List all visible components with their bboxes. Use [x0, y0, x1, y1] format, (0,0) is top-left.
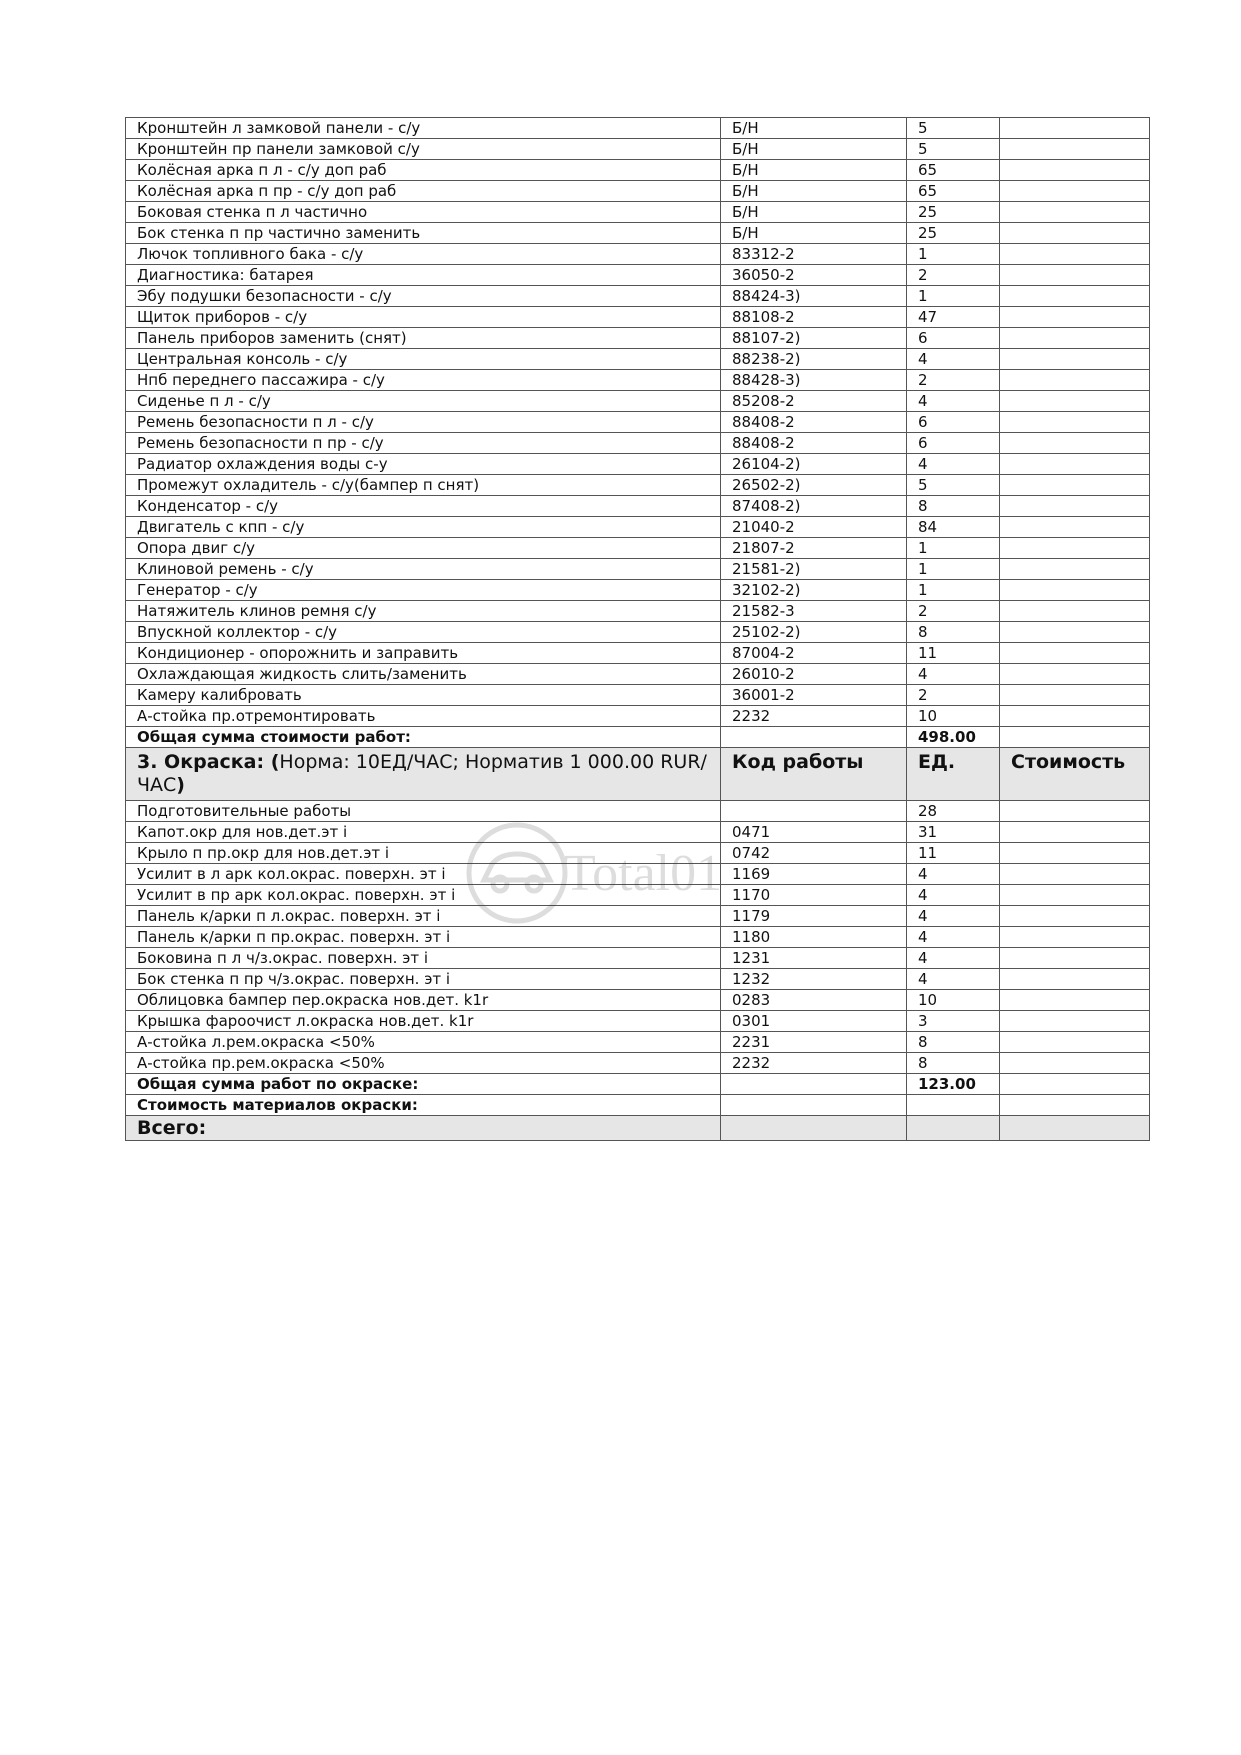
- repair-item-code: 2232: [721, 706, 907, 727]
- repair-item-code: 21807-2: [721, 538, 907, 559]
- col-header-code: Код работы: [721, 748, 907, 801]
- repair-item-cost: [1000, 223, 1150, 244]
- paint-item-name: Бок стенка п пр ч/з.окрас. поверхн. эт i: [126, 969, 721, 990]
- paint-item-cost: [1000, 1011, 1150, 1032]
- repair-total-code: [721, 727, 907, 748]
- repair-item-code: 26502-2): [721, 475, 907, 496]
- repair-item-row: [126, 328, 1150, 349]
- repair-item-units: 84: [907, 517, 1000, 538]
- repair-item-name: Панель приборов заменить (снят): [126, 328, 721, 349]
- estimate-table: [125, 117, 1150, 1141]
- repair-item-row: [126, 265, 1150, 286]
- paint-item-name: Панель к/арки п пр.окрас. поверхн. эт i: [126, 927, 721, 948]
- paint-item-code: 1170: [721, 885, 907, 906]
- repair-item-units: 1: [907, 538, 1000, 559]
- repair-item-cost: [1000, 370, 1150, 391]
- repair-item-units: 2: [907, 685, 1000, 706]
- repair-item-row: [126, 538, 1150, 559]
- paint-item-cost: [1000, 969, 1150, 990]
- repair-item-name: Щиток приборов - с/у: [126, 307, 721, 328]
- paint-total-label: Общая сумма работ по окраске:: [126, 1074, 721, 1095]
- repair-item-name: Охлаждающая жидкость слить/заменить: [126, 664, 721, 685]
- col-header-cost: Стоимость: [1000, 748, 1150, 801]
- repair-item-units: 6: [907, 433, 1000, 454]
- paint-item-row: [126, 1053, 1150, 1074]
- repair-item-row: [126, 349, 1150, 370]
- repair-item-cost: [1000, 391, 1150, 412]
- repair-item-row: [126, 622, 1150, 643]
- col-header-units: ЕД.: [907, 748, 1000, 801]
- repair-item-cost: [1000, 475, 1150, 496]
- repair-item-cost: [1000, 538, 1150, 559]
- repair-item-name: Бок стенка п пр частично заменить: [126, 223, 721, 244]
- repair-item-units: 8: [907, 622, 1000, 643]
- paint-works-section: [126, 801, 1150, 1074]
- paint-item-name: А-стойка пр.рем.окраска <50%: [126, 1053, 721, 1074]
- repair-item-cost: [1000, 706, 1150, 727]
- paint-item-cost: [1000, 906, 1150, 927]
- paint-item-name: Боковина п л ч/з.окрас. поверхн. эт i: [126, 948, 721, 969]
- paint-item-row: [126, 1032, 1150, 1053]
- paint-item-cost: [1000, 948, 1150, 969]
- repair-item-name: Опора двиг с/у: [126, 538, 721, 559]
- repair-item-row: [126, 118, 1150, 139]
- repair-item-units: 5: [907, 139, 1000, 160]
- paint-total-row: [126, 1074, 1150, 1095]
- paint-item-cost: [1000, 990, 1150, 1011]
- paint-item-code: 1169: [721, 864, 907, 885]
- repair-item-cost: [1000, 580, 1150, 601]
- repair-item-name: Генератор - с/у: [126, 580, 721, 601]
- paint-item-units: 8: [907, 1032, 1000, 1053]
- repair-item-code: 26010-2: [721, 664, 907, 685]
- repair-total-label: Общая сумма стоимости работ:: [126, 727, 721, 748]
- repair-item-row: [126, 181, 1150, 202]
- materials-row: [126, 1095, 1150, 1116]
- repair-item-cost: [1000, 202, 1150, 223]
- repair-item-code: 25102-2): [721, 622, 907, 643]
- repair-item-code: 88108-2: [721, 307, 907, 328]
- paint-item-name: Крышка фароочист л.окраска нов.дет. k1r: [126, 1011, 721, 1032]
- repair-item-code: 21040-2: [721, 517, 907, 538]
- paint-title-close: ): [176, 774, 185, 796]
- paint-item-cost: [1000, 843, 1150, 864]
- repair-item-units: 8: [907, 496, 1000, 517]
- repair-item-code: Б/Н: [721, 118, 907, 139]
- repair-item-units: 1: [907, 580, 1000, 601]
- paint-item-cost: [1000, 822, 1150, 843]
- paint-item-name: Подготовительные работы: [126, 801, 721, 822]
- materials-units: [907, 1095, 1000, 1116]
- repair-item-cost: [1000, 685, 1150, 706]
- repair-item-code: Б/Н: [721, 202, 907, 223]
- repair-item-cost: [1000, 412, 1150, 433]
- paint-item-units: 3: [907, 1011, 1000, 1032]
- grand-total-row: [126, 1116, 1150, 1141]
- repair-item-name: Диагностика: батарея: [126, 265, 721, 286]
- repair-item-name: Промежут охладитель - с/у(бампер п снят): [126, 475, 721, 496]
- repair-item-cost: [1000, 181, 1150, 202]
- paint-item-units: 31: [907, 822, 1000, 843]
- repair-item-cost: [1000, 265, 1150, 286]
- paint-item-units: 4: [907, 864, 1000, 885]
- repair-item-code: 88428-3): [721, 370, 907, 391]
- repair-item-units: 1: [907, 559, 1000, 580]
- grand-total-label: Всего:: [126, 1116, 721, 1141]
- paint-total-cost: [1000, 1074, 1150, 1095]
- paint-total-code: [721, 1074, 907, 1095]
- repair-item-units: 25: [907, 223, 1000, 244]
- grand-total-cost: [1000, 1116, 1150, 1141]
- repair-item-units: 2: [907, 601, 1000, 622]
- paint-item-cost: [1000, 864, 1150, 885]
- repair-item-row: [126, 475, 1150, 496]
- paint-norm-text: Норма: 10ЕД/ЧАС; Норматив 1 000.00 RUR/ЧАС: [137, 751, 707, 796]
- paint-item-cost: [1000, 1032, 1150, 1053]
- repair-item-units: 6: [907, 328, 1000, 349]
- repair-item-name: Ремень безопасности п л - с/у: [126, 412, 721, 433]
- paint-item-row: [126, 843, 1150, 864]
- repair-item-name: Клиновой ремень - с/у: [126, 559, 721, 580]
- paint-item-row: [126, 885, 1150, 906]
- paint-item-row: [126, 906, 1150, 927]
- repair-item-name: Ремень безопасности п пр - с/у: [126, 433, 721, 454]
- repair-item-code: 88408-2: [721, 412, 907, 433]
- repair-item-cost: [1000, 559, 1150, 580]
- paint-item-units: 4: [907, 906, 1000, 927]
- repair-item-row: [126, 370, 1150, 391]
- paint-item-name: Облицовка бампер пер.окраска нов.дет. k1r: [126, 990, 721, 1011]
- repair-item-row: [126, 454, 1150, 475]
- repair-item-units: 4: [907, 454, 1000, 475]
- paint-item-row: [126, 990, 1150, 1011]
- repair-item-units: 1: [907, 244, 1000, 265]
- repair-item-row: [126, 223, 1150, 244]
- repair-item-units: 2: [907, 265, 1000, 286]
- repair-item-row: [126, 307, 1150, 328]
- repair-item-units: 65: [907, 160, 1000, 181]
- paint-item-code: 2231: [721, 1032, 907, 1053]
- repair-item-name: Нпб переднего пассажира - с/у: [126, 370, 721, 391]
- paint-item-cost: [1000, 885, 1150, 906]
- repair-total-row: [126, 727, 1150, 748]
- repair-item-units: 65: [907, 181, 1000, 202]
- paint-item-cost: [1000, 927, 1150, 948]
- summary-section: [126, 1074, 1150, 1141]
- repair-item-code: 26104-2): [721, 454, 907, 475]
- paint-item-units: 4: [907, 885, 1000, 906]
- repair-item-name: Центральная консоль - с/у: [126, 349, 721, 370]
- repair-item-cost: [1000, 643, 1150, 664]
- repair-item-name: Впускной коллектор - с/у: [126, 622, 721, 643]
- repair-item-row: [126, 496, 1150, 517]
- paint-item-name: Усилит в пр арк кол.окрас. поверхн. эт i: [126, 885, 721, 906]
- repair-item-row: [126, 685, 1150, 706]
- paint-header-row: [126, 748, 1150, 801]
- repair-item-code: Б/Н: [721, 223, 907, 244]
- paint-item-units: 11: [907, 843, 1000, 864]
- repair-item-code: Б/Н: [721, 160, 907, 181]
- repair-item-code: 36001-2: [721, 685, 907, 706]
- repair-item-name: Боковая стенка п л частично: [126, 202, 721, 223]
- repair-item-cost: [1000, 307, 1150, 328]
- paint-item-row: [126, 927, 1150, 948]
- repair-item-code: 32102-2): [721, 580, 907, 601]
- paint-section-title: [126, 748, 721, 801]
- paint-item-cost: [1000, 1053, 1150, 1074]
- paint-item-cost: [1000, 801, 1150, 822]
- repair-item-code: 85208-2: [721, 391, 907, 412]
- paint-item-units: 4: [907, 948, 1000, 969]
- repair-item-units: 4: [907, 391, 1000, 412]
- materials-cost: [1000, 1095, 1150, 1116]
- repair-item-name: Конденсатор - с/у: [126, 496, 721, 517]
- paint-item-code: [721, 801, 907, 822]
- paint-item-code: 2232: [721, 1053, 907, 1074]
- repair-item-units: 11: [907, 643, 1000, 664]
- repair-item-code: 83312-2: [721, 244, 907, 265]
- repair-item-units: 47: [907, 307, 1000, 328]
- repair-item-units: 4: [907, 664, 1000, 685]
- grand-total-code: [721, 1116, 907, 1141]
- repair-item-name: Двигатель с кпп - с/у: [126, 517, 721, 538]
- repair-item-code: Б/Н: [721, 139, 907, 160]
- repair-item-cost: [1000, 517, 1150, 538]
- repair-works-section: [126, 118, 1150, 727]
- repair-item-name: Кронштейн пр панели замковой с/у: [126, 139, 721, 160]
- repair-item-name: Колёсная арка п л - с/у доп раб: [126, 160, 721, 181]
- repair-item-code: 87408-2): [721, 496, 907, 517]
- repair-item-name: Эбу подушки безопасности - с/у: [126, 286, 721, 307]
- materials-label: Стоимость материалов окраски:: [126, 1095, 721, 1116]
- repair-item-row: [126, 601, 1150, 622]
- paint-item-name: А-стойка л.рем.окраска <50%: [126, 1032, 721, 1053]
- repair-item-row: [126, 412, 1150, 433]
- paint-total-units: 123.00: [907, 1074, 1000, 1095]
- repair-item-name: Сиденье п л - с/у: [126, 391, 721, 412]
- paint-item-row: [126, 822, 1150, 843]
- materials-code: [721, 1095, 907, 1116]
- repair-item-row: [126, 517, 1150, 538]
- repair-item-units: 25: [907, 202, 1000, 223]
- paint-item-row: [126, 801, 1150, 822]
- paint-item-row: [126, 1011, 1150, 1032]
- paint-item-code: 1231: [721, 948, 907, 969]
- repair-total-units: 498.00: [907, 727, 1000, 748]
- repair-item-cost: [1000, 349, 1150, 370]
- repair-item-code: 88238-2): [721, 349, 907, 370]
- repair-item-cost: [1000, 622, 1150, 643]
- paint-item-row: [126, 948, 1150, 969]
- repair-item-cost: [1000, 118, 1150, 139]
- repair-item-name: Натяжитель клинов ремня с/у: [126, 601, 721, 622]
- repair-item-code: Б/Н: [721, 181, 907, 202]
- repair-item-name: Кондиционер - опорожнить и заправить: [126, 643, 721, 664]
- repair-item-name: А-стойка пр.отремонтировать: [126, 706, 721, 727]
- paint-item-row: [126, 864, 1150, 885]
- paint-item-name: Капот.окр для нов.дет.эт i: [126, 822, 721, 843]
- repair-item-code: 88107-2): [721, 328, 907, 349]
- paint-item-code: 1180: [721, 927, 907, 948]
- paint-item-code: 0301: [721, 1011, 907, 1032]
- paint-item-name: Крыло п пр.окр для нов.дет.эт i: [126, 843, 721, 864]
- repair-item-units: 2: [907, 370, 1000, 391]
- repair-item-cost: [1000, 160, 1150, 181]
- repair-item-code: 87004-2: [721, 643, 907, 664]
- repair-item-code: 21582-3: [721, 601, 907, 622]
- repair-item-row: [126, 139, 1150, 160]
- repair-item-row: [126, 244, 1150, 265]
- repair-item-row: [126, 391, 1150, 412]
- repair-item-name: Лючок топливного бака - с/у: [126, 244, 721, 265]
- paint-title-start: 3. Окраска: (: [137, 751, 280, 773]
- repair-item-cost: [1000, 328, 1150, 349]
- paint-item-units: 28: [907, 801, 1000, 822]
- repair-item-name: Радиатор охлаждения воды с-у: [126, 454, 721, 475]
- repair-item-code: 21581-2): [721, 559, 907, 580]
- repair-item-code: 88408-2: [721, 433, 907, 454]
- paint-item-name: Панель к/арки п л.окрас. поверхн. эт i: [126, 906, 721, 927]
- repair-item-units: 5: [907, 118, 1000, 139]
- repair-item-cost: [1000, 244, 1150, 265]
- paint-item-code: 1179: [721, 906, 907, 927]
- repair-item-name: Кронштейн л замковой панели - с/у: [126, 118, 721, 139]
- paint-item-code: 1232: [721, 969, 907, 990]
- repair-item-cost: [1000, 139, 1150, 160]
- repair-item-cost: [1000, 496, 1150, 517]
- paint-item-code: 0283: [721, 990, 907, 1011]
- repair-item-row: [126, 433, 1150, 454]
- repair-item-cost: [1000, 454, 1150, 475]
- repair-item-row: [126, 643, 1150, 664]
- repair-item-row: [126, 286, 1150, 307]
- repair-item-cost: [1000, 664, 1150, 685]
- repair-item-code: 36050-2: [721, 265, 907, 286]
- repair-item-units: 6: [907, 412, 1000, 433]
- paint-item-units: 10: [907, 990, 1000, 1011]
- repair-item-row: [126, 706, 1150, 727]
- repair-item-cost: [1000, 433, 1150, 454]
- paint-item-units: 4: [907, 927, 1000, 948]
- repair-item-cost: [1000, 286, 1150, 307]
- repair-item-cost: [1000, 601, 1150, 622]
- repair-item-units: 4: [907, 349, 1000, 370]
- repair-item-name: Колёсная арка п пр - с/у доп раб: [126, 181, 721, 202]
- repair-item-units: 10: [907, 706, 1000, 727]
- grand-total-units: [907, 1116, 1000, 1141]
- repair-item-row: [126, 664, 1150, 685]
- paint-item-units: 8: [907, 1053, 1000, 1074]
- paint-item-name: Усилит в л арк кол.окрас. поверхн. эт i: [126, 864, 721, 885]
- repair-item-row: [126, 559, 1150, 580]
- repair-total-cost: [1000, 727, 1150, 748]
- repair-item-units: 1: [907, 286, 1000, 307]
- repair-item-row: [126, 160, 1150, 181]
- paint-item-code: 0742: [721, 843, 907, 864]
- watermark-text: Total01: [564, 845, 722, 902]
- repair-item-units: 5: [907, 475, 1000, 496]
- repair-item-row: [126, 202, 1150, 223]
- repair-item-row: [126, 580, 1150, 601]
- repair-item-name: Камеру калибровать: [126, 685, 721, 706]
- repair-total-section: [126, 727, 1150, 801]
- repair-item-code: 88424-3): [721, 286, 907, 307]
- paint-item-row: [126, 969, 1150, 990]
- paint-item-code: 0471: [721, 822, 907, 843]
- paint-item-units: 4: [907, 969, 1000, 990]
